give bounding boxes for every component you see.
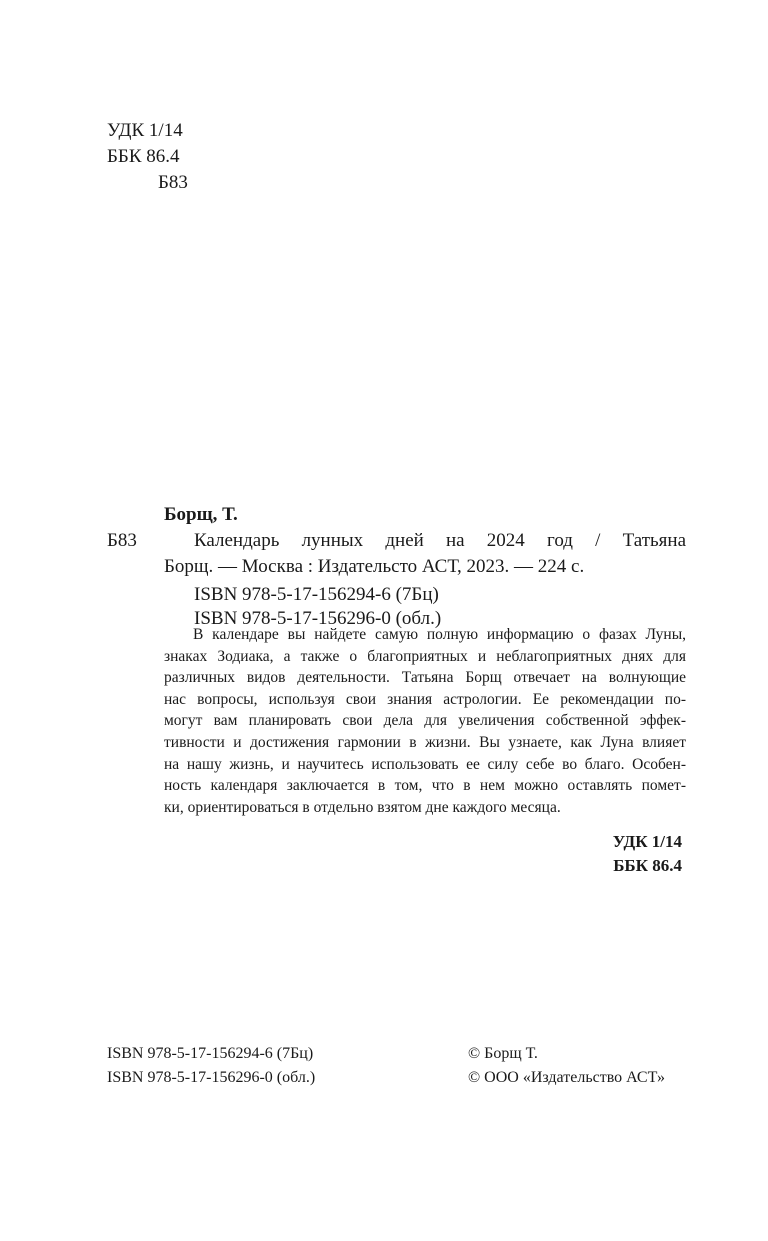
entry-title-line-2: Борщ. — Москва : Издательсто АСТ, 2023. — 224 с.: [164, 556, 585, 577]
footer-isbn-2: ISBN 978-5-17-156296-0 (обл.): [107, 1069, 316, 1086]
annotation-line: В календаре вы найдете самую полную информацию о фазах Луны,: [193, 626, 686, 643]
annotation-line: нас вопросы, используя свои знания астрологии. Ее рекомендации по-: [164, 690, 686, 708]
author-heading: Борщ, Т.: [164, 504, 238, 525]
entry-author-sign: Б83: [107, 530, 137, 551]
copyright-author: © Борщ Т.: [468, 1045, 538, 1062]
annotation-line: на нашу жизнь, и научитесь использовать ее силу себе во благо. Особен-: [164, 755, 686, 773]
entry-title-line-1: Календарь лунных дней на 2024 год / Татьяна: [194, 530, 686, 551]
annotation-line: могут вам планировать свои дела для увеличения собственной эффек-: [164, 712, 686, 730]
udk-code: УДК 1/14: [107, 120, 183, 141]
bbk-code: ББК 86.4: [107, 146, 180, 167]
entry-isbn-2: ISBN 978-5-17-156296-0 (обл.): [194, 608, 442, 629]
author-sign: Б83: [158, 172, 188, 193]
footer-isbn-1: ISBN 978-5-17-156294-6 (7Бц): [107, 1045, 314, 1062]
annotation-line: ность календаря заключается в том, что в нем можно оставлять помет-: [164, 777, 686, 795]
entry-udk-code: УДК 1/14: [612, 832, 682, 851]
annotation-paragraph: [164, 624, 686, 818]
entry-bbk-code: ББК 86.4: [613, 856, 682, 875]
copyright-publisher: © ООО «Издательство АСТ»: [468, 1069, 665, 1086]
entry-isbn-1: ISBN 978-5-17-156294-6 (7Бц): [194, 584, 439, 605]
annotation-line: тивности и достижения гармонии в жизни. Вы узнаете, как Луна влияет: [164, 733, 686, 751]
annotation-line: ки, ориентироваться в отдельно взятом дне каждого месяца.: [164, 798, 561, 816]
annotation-line: различных видов деятельности. Татьяна Борщ отвечает на волнующие: [164, 669, 686, 687]
annotation-line: знаках Зодиака, а также о благоприятных и неблагоприятных днях для: [164, 647, 686, 665]
